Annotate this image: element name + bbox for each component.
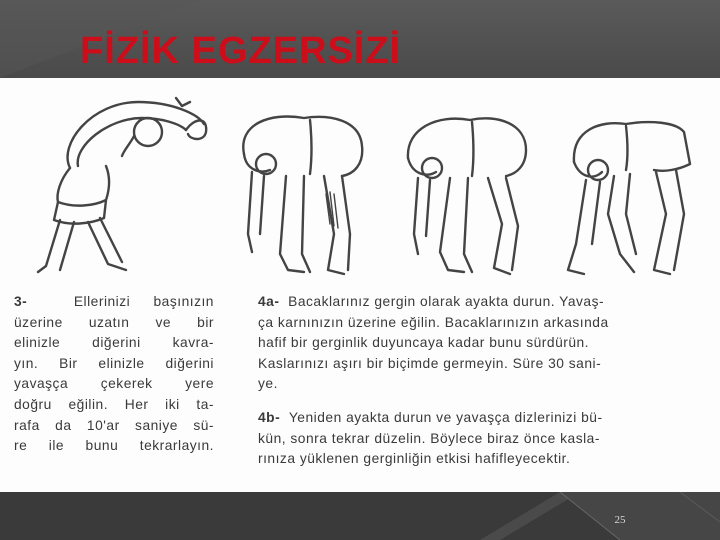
exercise-4a-description — [258, 292, 698, 395]
exercise-3-description — [14, 292, 214, 457]
exercise-4b-number: 4b- — [258, 410, 281, 425]
knee-bend-figure — [398, 84, 548, 280]
straighten-figure — [560, 84, 710, 280]
exercise-4b-line: Yeniden ayakta durun ve yavaşça dizlerinizi bü- — [288, 410, 603, 425]
slide-title: FİZİK EGZERSİZİ — [80, 30, 402, 72]
exercise-3-line: re ile bunu tekrarlayın. — [14, 438, 214, 454]
exercise-3-line: yavaşça çekerek yere — [14, 376, 214, 392]
exercise-3-line: rafa da 10'ar saniye sü- — [14, 417, 214, 433]
exercise-4b-line: kün, sonra tekrar düzelin. Böylece biraz önce kasla- — [258, 430, 600, 446]
exercise-3-line: Ellerinizi başınızın — [73, 294, 214, 309]
exercise-illustration-panel — [0, 78, 720, 492]
forward-bend-figure — [230, 84, 380, 280]
exercise-3-line: üzerine uzatın ve bir — [14, 314, 214, 330]
exercise-4a-line: Kaslarınızı aşırı bir biçimde germeyin. Süre 30 sani- — [258, 355, 602, 371]
exercise-4a-number: 4a- — [258, 294, 280, 309]
exercise-3-line: doğru eğilin. Her iki ta- — [14, 396, 214, 412]
side-stretch-figure — [30, 84, 230, 274]
exercise-4a-line: ça karnınızın üzerine eğilin. Bacaklarınızın arkasında — [258, 314, 609, 330]
exercise-4b-line: rınıza yüklenen gerginliğin etkisi hafifleyecektir. — [258, 451, 571, 467]
exercise-4a-line: Bacaklarınız gergin olarak ayakta durun. Yavaş- — [288, 294, 605, 309]
page-number: 25 — [614, 514, 626, 526]
exercise-4b-description — [258, 408, 698, 470]
exercise-4a-line: hafif bir gerginlik duyuncaya kadar bunu sürdürün. — [258, 335, 590, 351]
exercise-3-line: elinizle diğerini kavra- — [14, 335, 214, 351]
exercise-3-number: 3- — [14, 294, 28, 309]
exercise-4a-line: ye. — [258, 376, 278, 392]
exercise-3-line: yın. Bir elinizle diğerini — [14, 355, 214, 371]
